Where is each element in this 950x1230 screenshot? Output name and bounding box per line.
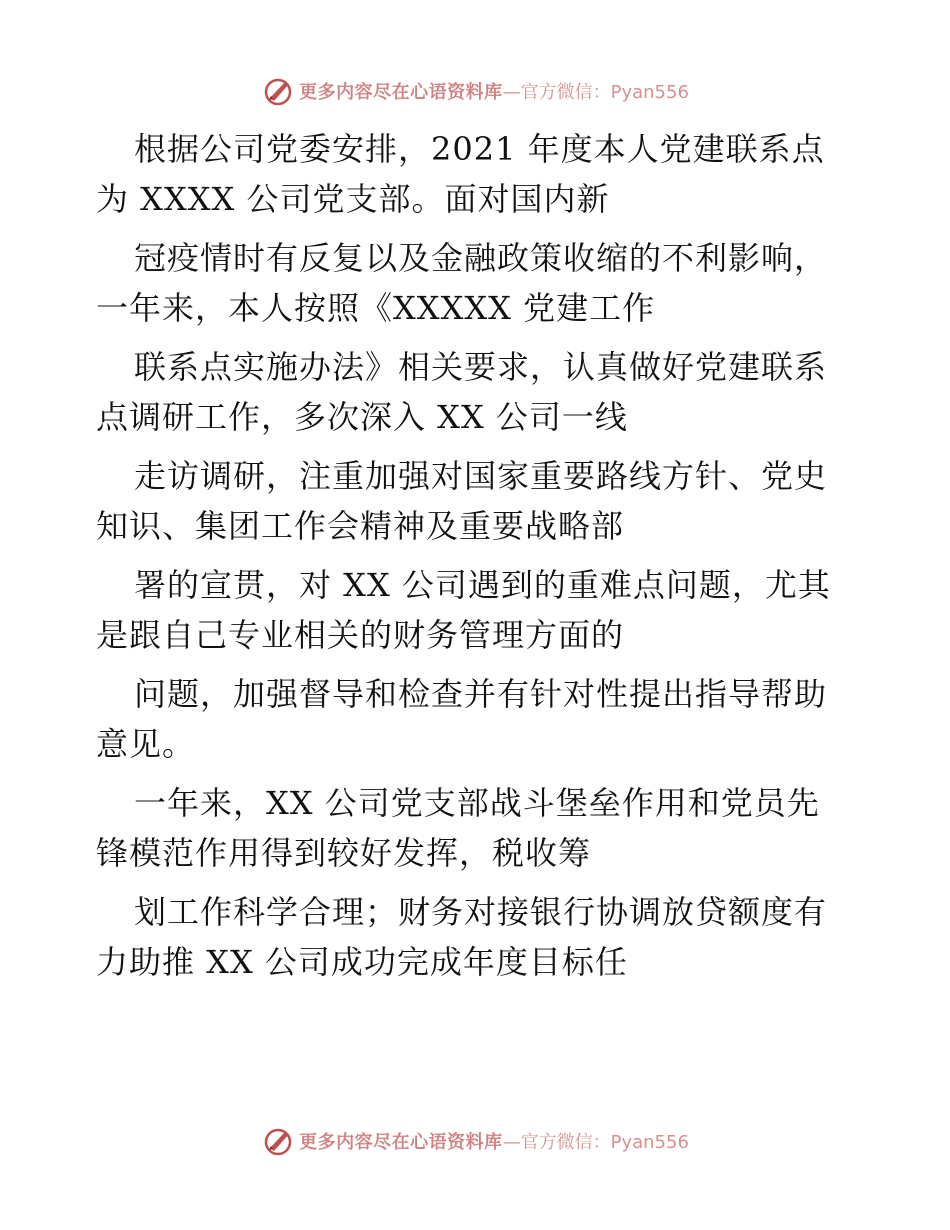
footer-banner (0, 1121, 950, 1161)
banner-main-text: 更多内容尽在心语资料库 (299, 82, 503, 103)
text-line: 署的宣贯，对 XX 公司遇到的重难点问题，尤其 (134, 566, 831, 604)
text-line: 是跟自己专业相关的财务管理方面的 (96, 616, 625, 654)
text-line: 知识、集团工作会精神及重要战略部 (96, 507, 625, 545)
text-line: 联系点实施办法》相关要求，认真做好党建联系 (134, 348, 828, 386)
pen-logo-icon (261, 74, 295, 108)
text-line: 走访调研，注重加强对国家重要路线方针、党史 (134, 457, 828, 495)
text-line: 问题，加强督导和检查并有针对性提出指导帮助 (134, 675, 828, 713)
text-line: 点调研工作，多次深入 XX 公司一线 (96, 398, 628, 436)
text-line: 冠疫情时有反复以及金融政策收缩的不利影响， (134, 239, 828, 277)
text-line: 力助推 XX 公司成功完成年度目标任 (96, 943, 628, 981)
text-line: 划工作科学合理；财务对接银行协调放贷额度有 (134, 893, 828, 931)
text-line: 一年来，本人按照《XXXXX 党建工作 (96, 289, 656, 327)
text-line: 意见。 (96, 725, 196, 763)
pen-logo-icon (261, 1124, 295, 1158)
document-body (96, 124, 866, 987)
text-line: 根据公司党委安排，2021 年度本人党建联系点 (134, 130, 825, 168)
text-line: 一年来，XX 公司党支部战斗堡垒作用和党员先 (134, 784, 820, 822)
banner-wechat-text: —官方微信：Pyan556 (502, 82, 689, 103)
header-banner (0, 71, 950, 111)
text-line: 锋模范作用得到较好发挥，税收筹 (96, 834, 592, 872)
banner-wechat-text: —官方微信：Pyan556 (502, 1132, 689, 1153)
banner-main-text: 更多内容尽在心语资料库 (299, 1132, 503, 1153)
text-line: 为 XXXX 公司党支部。面对国内新 (96, 180, 610, 218)
